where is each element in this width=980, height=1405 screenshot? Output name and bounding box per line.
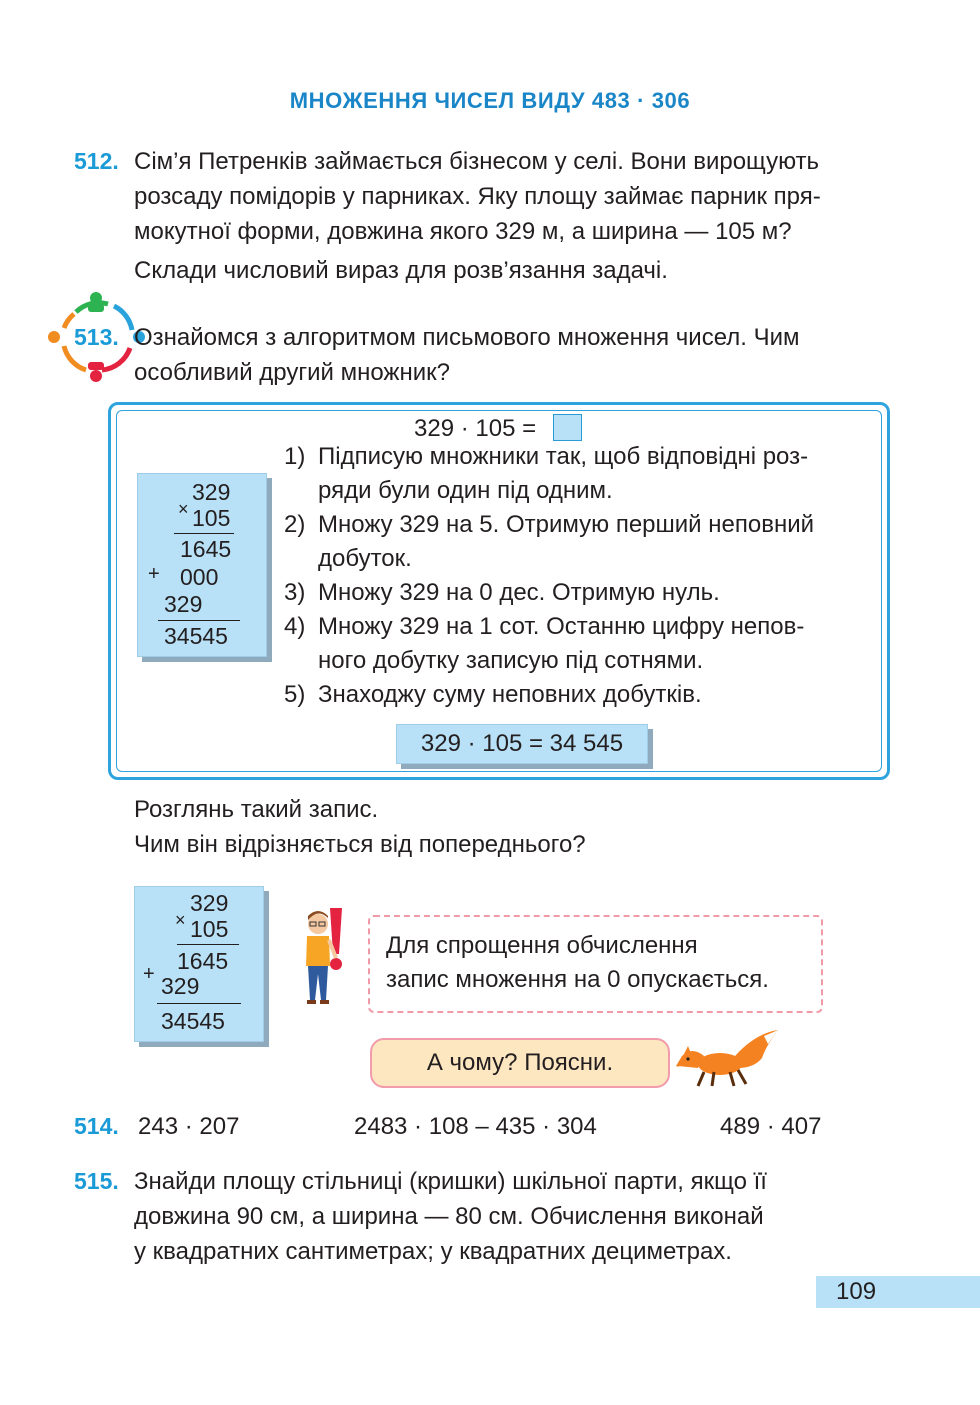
- step-text: ряди були один під одним.: [318, 477, 613, 504]
- partial-product-1: 1645: [180, 536, 232, 562]
- partial-product-2: 000: [180, 564, 219, 590]
- task-512-number: 512.: [74, 148, 119, 174]
- step-text: Знаходжу суму неповних добутків.: [318, 681, 702, 708]
- partial-product-1: 1645: [177, 948, 229, 974]
- note-box: [368, 915, 823, 1013]
- why-prompt: А чому? Поясни.: [370, 1038, 670, 1088]
- task-514-expression-2: 2483 · 108 – 435 · 304: [354, 1113, 597, 1140]
- task-514-expression-3: 489 · 407: [720, 1113, 822, 1140]
- task-513-number: 513.: [74, 324, 119, 350]
- step-1: [284, 440, 872, 508]
- task-514-expression-1: 243 · 207: [138, 1113, 240, 1140]
- task-514-number: 514.: [74, 1113, 119, 1139]
- step-number: 2): [284, 511, 306, 538]
- task-513-text: [134, 320, 890, 390]
- task-512-line-3: мокутної форми, довжина якого 329 м, а ширина — 105 м?: [134, 218, 792, 245]
- times-sign: ×: [178, 499, 189, 519]
- column-multiplier: 105: [192, 505, 231, 531]
- algorithm-answer: 329 · 105 = 34 545: [396, 724, 648, 764]
- note-line-1: Для спрощення обчислення: [386, 932, 698, 959]
- task-515-line-1: Знайди площу стільниці (кришки) шкільної парти, якщо її: [134, 1168, 767, 1195]
- step-text: добуток.: [318, 545, 412, 572]
- step-number: 3): [284, 579, 306, 606]
- partial-product-2: 329: [161, 973, 200, 999]
- plus-sign: +: [148, 563, 160, 585]
- step-4: [284, 610, 872, 678]
- step-text: Множу 329 на 0 дес. Отримую нуль.: [318, 579, 720, 606]
- note-line-2: запис множення на 0 опускається.: [386, 966, 769, 993]
- page-number: 109: [816, 1276, 980, 1308]
- step-5: [284, 678, 872, 712]
- step-number: 1): [284, 443, 306, 470]
- task-512-line-2: розсаду помідорів у парниках. Яку площу займає парник пря-: [134, 183, 821, 210]
- task-513-line-1: Ознайомся з алгоритмом письмового множення чисел. Чим: [134, 324, 800, 351]
- task-515-line-2: довжина 90 см, а ширина — 80 см. Обчислення виконай: [134, 1203, 764, 1230]
- task-512-line-1: Сім’я Петренків займається бізнесом у селі. Вони вирощують: [134, 148, 820, 175]
- task-512-extra: Склади числовий вираз для розв’язання задачі.: [134, 257, 668, 284]
- boy-exclamation-icon: [296, 904, 356, 1008]
- column-multiplication: [137, 473, 267, 657]
- step-text: Множу 329 на 5. Отримую перший неповний: [318, 511, 815, 538]
- task-515-text: [134, 1164, 890, 1269]
- plus-sign: +: [143, 963, 155, 985]
- rule-line: [158, 620, 240, 621]
- column-multiplier: 105: [190, 916, 229, 942]
- column-result: 34545: [161, 1008, 225, 1034]
- algorithm-expression: 329 · 105 =: [414, 415, 537, 442]
- column-result: 34545: [164, 623, 228, 649]
- task-515-number: 515.: [74, 1168, 119, 1194]
- review-line-2: Чим він відрізняється від попереднього?: [134, 831, 586, 858]
- rule-line: [174, 533, 234, 534]
- step-3: [284, 576, 872, 610]
- step-text: Підписую множники так, щоб відповідні роз-: [318, 443, 809, 470]
- partial-product-3: 329: [164, 591, 203, 617]
- answer-blank: [553, 414, 582, 441]
- short-column-multiplication: [134, 886, 264, 1042]
- task-513-line-2: особливий другий множник?: [134, 359, 450, 386]
- section-title: МНОЖЕННЯ ЧИСЕЛ ВИДУ 483 · 306: [289, 88, 691, 113]
- column-multiplicand: 329: [192, 479, 231, 505]
- column-multiplicand: 329: [190, 890, 229, 916]
- task-512-text: [134, 144, 890, 249]
- step-2: [284, 508, 872, 576]
- task-515-line-3: у квадратних сантиметрах; у квадратних дециметрах.: [134, 1238, 732, 1265]
- algorithm-steps: [284, 440, 872, 712]
- times-sign: ×: [175, 910, 186, 930]
- rule-line: [177, 944, 239, 945]
- step-text: Множу 329 на 1 сот. Останню цифру непов-: [318, 613, 805, 640]
- fox-icon: [668, 1028, 784, 1092]
- step-number: 4): [284, 613, 306, 640]
- rule-line: [157, 1003, 241, 1004]
- step-number: 5): [284, 681, 306, 708]
- review-line-1: Розглянь такий запис.: [134, 796, 379, 823]
- step-text: ного добутку записую під сотнями.: [318, 647, 704, 674]
